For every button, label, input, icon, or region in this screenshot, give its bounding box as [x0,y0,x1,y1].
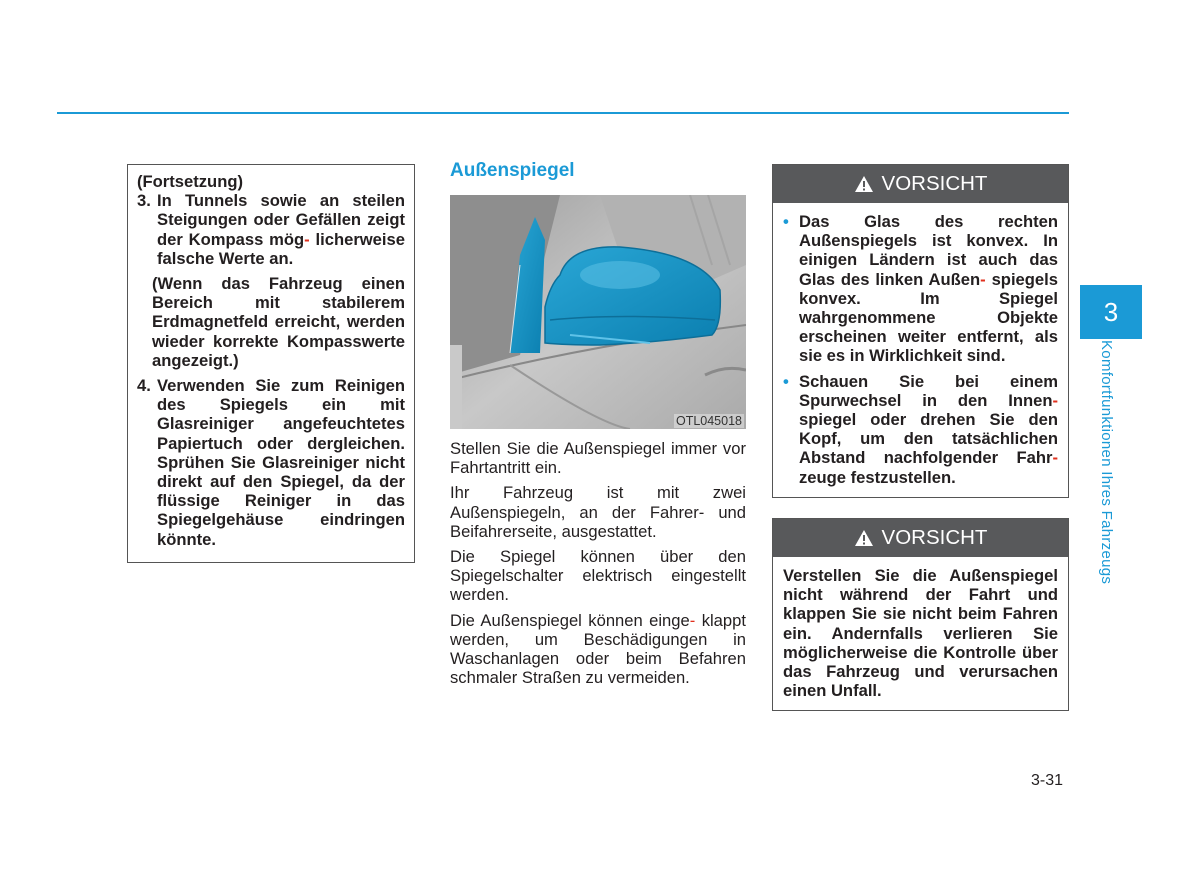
bullet1-part2: spiegels konvex. Im Spiegel wahrgenommene Objekte erscheinen weiter entfernt, als sie es in Wirklichkeit sind. [799,269,1058,366]
paragraph: Ihr Fahrzeug ist mit zwei Außenspiegeln, an der Fahrer- und Beifahrerseite, ausgestattet. [450,483,746,541]
item-text: Verwenden Sie zum Reinigen des Spiegels ein mit Glasreiniger angefeuchtetes Papiertuch oder dergleichen. Sprühen Sie Glasreiniger nicht direkt auf den Spiegel, da der flüssige Reiniger in das Spiegelgehäuse eindringen könnte. [157,376,405,549]
para4-part1: Die Außenspiegel können einge [450,610,690,630]
bullet-text [799,372,1058,487]
top-rule [57,112,1069,114]
caution-box-2 [772,518,1069,711]
caution-title: VORSICHT [881,526,988,549]
page-number: 3-31 [1031,772,1064,789]
para4-part2: klappt werden, um Beschädigungen in Waschanlagen oder beim Befahren schmaler Straßen zu vermeiden. [450,610,746,688]
caution-box-1 [772,164,1069,498]
caution-header [773,519,1068,557]
warning-triangle-icon [854,529,874,547]
list-item-3 [137,191,405,268]
caution-header [773,165,1068,203]
bullet-dot: • [783,212,789,231]
bullet-dot: • [783,371,789,391]
item-text [157,191,405,268]
paragraph: Stellen Sie die Außenspiegel immer vor Fahrtantritt ein. [450,439,746,478]
paragraph: Die Spiegel können über den Spiegelschalter elektrisch eingestellt werden. [450,547,746,605]
bullet2-part1: Schauen Sie bei einem Spurwechsel in den Innen [799,371,1058,410]
chapter-tab: 3 [1080,285,1142,339]
item3-text-part1: In Tunnels sowie an steilen Steigungen oder Gefällen zeigt der Kompass mög [157,191,405,249]
continuation-header: (Fortsetzung) [137,172,243,191]
list-item-4 [137,376,405,549]
bullet2-part3: zeuge festzustellen. [799,467,956,487]
bullet1-part1: Das Glas des rechten Außenspiegels ist konvex. In einigen Ländern ist auch das Glas des linken Außen [799,212,1058,289]
item-number: 3. [137,191,151,211]
paragraph [450,611,746,688]
caution-bullet [783,372,1058,487]
hyphen: - [689,610,696,630]
section-title: Außenspiegel [450,160,575,181]
bullet-text [799,212,1058,366]
section-body [450,439,746,693]
hyphen: - [1052,448,1058,468]
caution-text: Verstellen Sie die Außenspiegel nicht während der Fahrt und klappen Sie sie nicht beim Fahren ein. Andernfalls verlieren Sie möglicherweise die Kontrolle über das Fahrzeug und verursachen einen Unfall. [783,566,1058,701]
caution-body [773,203,1068,497]
caution-bullet [783,212,1058,366]
chapter-label: Komfortfunktionen Ihres Fahrzeugs [1098,340,1115,585]
caution-body [773,557,1068,710]
side-mirror-illustration [450,195,746,429]
mirror-drawing [450,195,746,429]
item-number: 4. [137,376,151,396]
item3-text-part2: licherweise falsche Werte an. [157,229,405,268]
hyphen: - [1052,390,1058,410]
bullet2-part2: spiegel oder drehen Sie den Kopf, um den tatsächlichen Abstand nachfolgender Fahr [799,410,1058,468]
hyphen: - [980,269,986,289]
hyphen: - [304,229,310,249]
item3-note: (Wenn das Fahrzeug einen Bereich mit stabilerem Erdmagnetfeld erreicht, werden wieder korrekte Kompasswerte angezeigt.) [152,274,405,370]
caution-title: VORSICHT [881,172,988,195]
continuation-box [127,164,415,563]
warning-triangle-icon [854,175,874,193]
figure-code: OTL045018 [675,414,742,428]
